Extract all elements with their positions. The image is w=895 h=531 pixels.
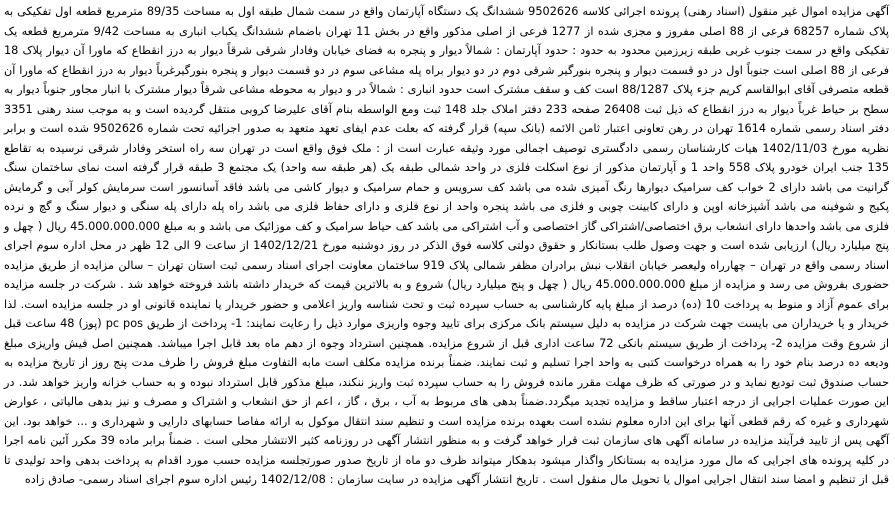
auction-notice-text: آگهی مزایده اموال غیر منقول (اسناد رهنی) پرونده اجرائی کلاسه 9502626 ششدانگ یک دستگاه آپارتمان واقع در سمت شمال طبقه اول به مساحت 89/35 مترمربع قطعه اول تفکیکی به پلاک شماره 68257 فرعی از 88 اصلی مفروز و مجزی شده از 1277 فرعی از اصلی مذکور واقع در بخش 11 تهران باضمام ششدانگ یکباب انباری به مساحت 9/42 مترمربع قطعه یک تفکیکی واقع در سمت جنوب غربی طبقه زیرزمین محدود به حدود : حدود آپارتمان : شمالاً دیوار و پنجره به فضای خیابان وفادار شرقی شرقاً دیوار به درز انقطاع که ماورا آن دیوار پلاک 18 فرعی از 88 اصلی است جنوباً اول در دو قسمت دیوار و پنجره بنورگیر شرقی دوم در دو دیوار براه پله مشاعی سوم در دو قسمت دیوار و پنجره بنورگیرغرباً دیوار به درز انقطاع که ماورا آن قطعه متصرفی آقای ابوالقاسم کریم جزء پلاک 88/1287 است کف و سقف مشترک است حدود انباری : شمالاً در و دیوار به محوطه مشاعی شرقاً دیوار مشترک با انبار مجاور جنوباً دیوار به سطح بر حیاط غرباً دیوار به درز انقطاع که ذیل ثبت 26408 صفحه 233 دفتر املاک جلد 148 ثبت ومع الواسطه بنام آقای علیرضا کروبی منتقل گردیده است و به موجب سند رهنی 3351 دفتر اسناد رسمی شماره 1614 تهران در رهن تعاونی اعتبار ثامن الائمه (بانک سپه) قرار گرفته که بعلت عدم ایفای تعهد متعهد به صدور اجرائیه تحت شماره 9502626 شده است و برابر نظریه مورخ 1402/11/03 هیات کارشناسان رسمی دادگستری توصیف اجمالی مورد وثیقه عبارت است از : ملک فوق واقع است در تهران سه راه استخر وفادار شرقی نرسیده به تقاطع 135 جنب ایران خودرو پلاک 558 واحد 1 و آپارتمان مذکور از نوع اسکلت فلزی در واحد شمالی طبقه یک (هر طبقه سه واحد) یک مجتمع 3 طبقه قرار گرفته است نمای ساختمان سنگ گرانیت می باشد دارای 2 خواب کف سرامیک دیوارها رنگ آمیزی شده می باشد کف سرویس و حمام سرامیک و دیوار کاشی می باشد فاقد آسانسور است سرمایش کولر آبی و گرمایش پکیج و شوفینه می باشد آشپزخانه اوپن و دارای کابینت چوبی و فلزی می باشد پنجره واحد از نوع فلزی و دارای حفاظ فلزی می باشد راه پله دارای پله سنگی و دیوار سنگ و گچ و نرده فلزی می باشد واحدها دارای انشعاب برق اختصاصی/اشتراکی گاز اختصاصی و آب اشتراکی می باشد کف حیاط سرامیک و کف موزائیک می باشد و به مبلغ 45.000.000.000 ریال ( چهل و پنج میلیارد ریال) ارزیابی شده است و جهت وصول طلب بستانکار و حقوق دولتی کلاسه فوق الذکر در روز دوشنبه مورخ 1402/12/21 از ساعت 9 الی 12 ظهر در محل اداره سوم اجرای اسناد رسمی واقع در تهران – چهارراه ولیعصر خیابان انقلاب نبش برادران مظفر شمالی پلاک 919 ساختمان معاونت اجرای اسناد رسمی ثبت استان تهران – سالن مزایده از طریق مزایده حضوری بفروش می رسد و مزایده از مبلغ 45.000.000.000 ریال ( چهل و پنج میلیارد ریال) شروع و به بالاترین قیمت که خریدار داشته باشد فروخته خواهد شد . شرکت در جلسه مزایده برای عموم آزاد و منوط به پرداخت 10 (ده) درصد از مبلغ پایه کارشناسی به حساب سپرده ثبت و تحت شناسه واریز اعلامی و حضور خریدار یا نماینده قانونی او در جلسه مزایده است. لذا خریدار و یا خریداران می بایست جهت شرکت در مزایده به دلیل سیستم بانک مرکزی برای تایید وجوه واریزی موارد ذیل را رعایت نمایند: 1- پرداخت از طریق pc pos (پوز) 48 ساعت قبل از شروع وقت مزایده 2- پرداخت از طریق سیستم بانکی 72 ساعت اداری قبل از شروع مزایده. همچنین استرداد وجوه از دهم ماه بعد قابل اجرا میباشد. همچنین اصل فیش واریزی مبلغ ودیعه ده درصد بنام خود را به همراه درخواست کتبی به واحد اجرا تسلیم و ثبت نمایند. ضمناً برنده مزایده مکلف است مابه التفاوت مبلغ فروش را ظرف مدت پنج روز از تاریخ مزایده به حساب صندوق ثبت تودیع نماید و در صورتی که ظرف مهلت مقرر مانده فروش را به حساب سپرده ثبت واریز ننکند، مبلغ مذکور قابل استرداد نبوده و به حساب خزانه واریز خواهد شد. در این صورت عملیات اجرایی از درجه اعتبار ساقط و مزایده تجدید میگردد.ضمناً بدهی های مربوط به آب ، برق ، گاز ، اعم از حق انشعاب و اشتراک و مصرف و نیز بدهی مالیاتی ، عوارض شهرداری و غیره که رقم قطعی آنها برای این اداره معلوم نشده است بعهده برنده مزایده است و تنظیم سند انتقال موکول به ارائه مفاصا حسابهای دارایی و شهرداری و ... خواهد بود. این آگهی پس از تایید فرآیند مزایده در سامانه آگهی های سازمان ثبت قرار خواهد گرفت و به منظور انتشار آگهی در روزنامه کثیر الانتشار محلی است . ضمناً برابر ماده 39 مکرر آئین نامه اجرا در کلیه پرونده های اجرایی که مال مورد مزایده به بستانکار واگذار میشود بدهکار میتواند ظرف دو ماه از تاریخ صدور صورتجلسه مزایده حسب مورد اقدام به پرداخت بدهی واحد تولیدی تا قبل از تنظیم و امضا سند انتقال اجرایی اموال یا تحویل مال منقول است . تاریخ انتشار آگهی مزایده در سایت سازمان : 1402/12/08 رئیس اداره سوم اجرای اسناد رسمی- صادق زاده [4, 5, 890, 486]
